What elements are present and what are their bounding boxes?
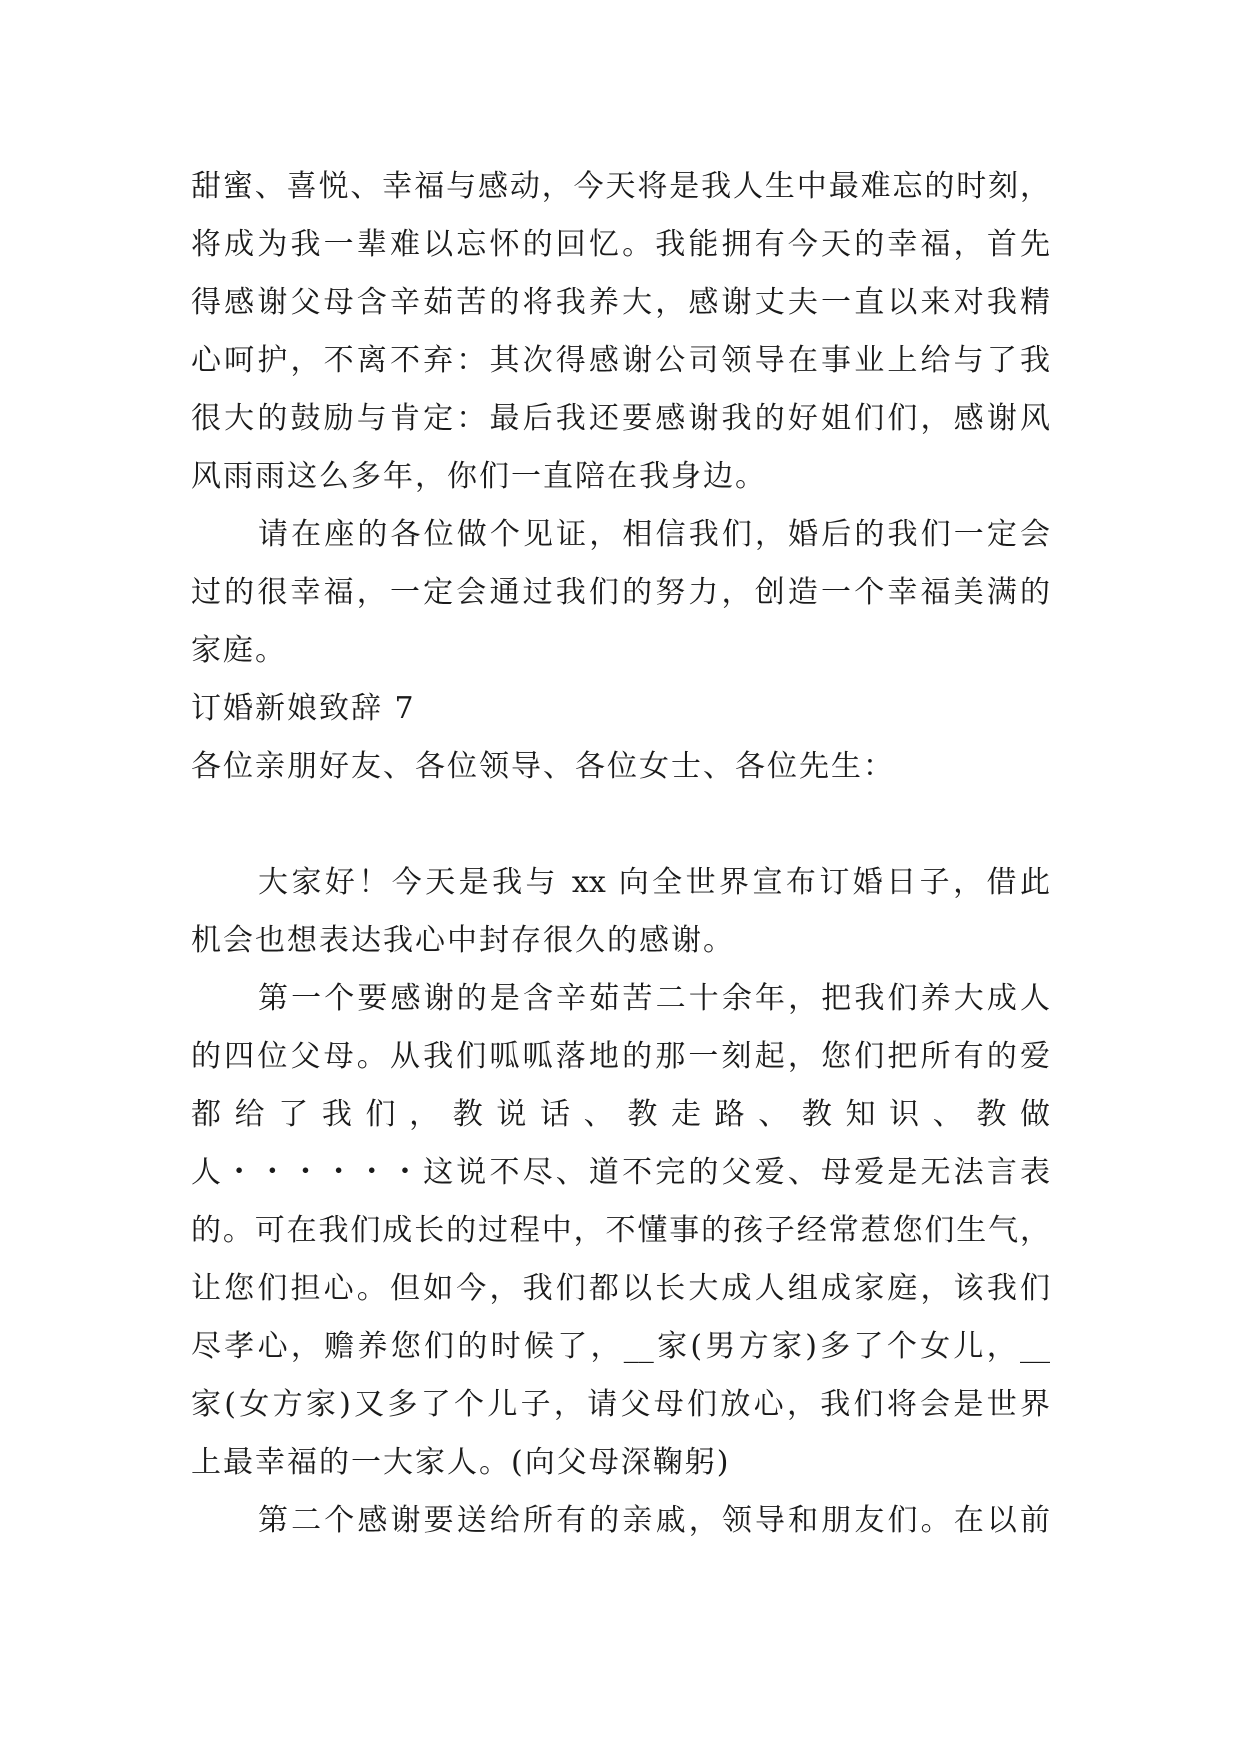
paragraph-line: 得感谢父母含辛茹苦的将我养大，感谢丈夫一直以来对我精 <box>191 285 1050 320</box>
paragraph-line: 都 给 了 我 们 ， 教 说 话 、 教 走 路 、 教 知 识 、 教 做 <box>191 1097 1050 1132</box>
paragraph-line: 甜蜜、喜悦、幸福与感动，今天将是我人生中最难忘的时刻， <box>191 169 1050 204</box>
paragraph-line: 家庭。 <box>191 633 287 668</box>
paragraph-line: 请在座的各位做个见证，相信我们，婚后的我们一定会 <box>258 517 1050 552</box>
paragraph-line: 过的很幸福，一定会通过我们的努力，创造一个幸福美满的 <box>191 575 1050 610</box>
salutation-line: 各位亲朋好友、各位领导、各位女士、各位先生： <box>191 749 895 784</box>
section-heading: 订婚新娘致辞 7 <box>191 691 416 726</box>
paragraph-line: 风雨雨这么多年，你们一直陪在我身边。 <box>191 459 767 494</box>
blank-line <box>191 796 1050 854</box>
paragraph-line: 第一个要感谢的是含辛茹苦二十余年，把我们养大成人 <box>258 981 1050 1016</box>
paragraph-line: 尽孝心，赡养您们的时候了，__家(男方家)多了个女儿，__ <box>191 1329 1050 1364</box>
paragraph-line: 将成为我一辈难以忘怀的回忆。我能拥有今天的幸福，首先 <box>191 227 1050 262</box>
paragraph-line: 人・・・・・・这说不尽、道不完的父爱、母爱是无法言表 <box>191 1155 1050 1190</box>
paragraph-line: 机会也想表达我心中封存很久的感谢。 <box>191 923 735 958</box>
paragraph-line: 的四位父母。从我们呱呱落地的那一刻起，您们把所有的爱 <box>191 1039 1050 1074</box>
paragraph-line: 上最幸福的一大家人。(向父母深鞠躬) <box>191 1445 731 1480</box>
paragraph-line: 家(女方家)又多了个儿子，请父母们放心，我们将会是世界 <box>191 1387 1050 1422</box>
paragraph-line: 心呵护，不离不弃：其次得感谢公司领导在事业上给与了我 <box>191 343 1050 378</box>
paragraph-line: 第二个感谢要送给所有的亲戚，领导和朋友们。在以前 <box>258 1503 1050 1538</box>
paragraph-line: 的。可在我们成长的过程中，不懂事的孩子经常惹您们生气， <box>191 1213 1050 1248</box>
paragraph-line: 让您们担心。但如今，我们都以长大成人组成家庭，该我们 <box>191 1271 1050 1306</box>
paragraph-line: 大家好！今天是我与 xx 向全世界宣布订婚日子，借此 <box>258 865 1050 900</box>
paragraph-line: 很大的鼓励与肯定：最后我还要感谢我的好姐们们，感谢风 <box>191 401 1050 436</box>
document-body <box>191 158 1050 1550</box>
